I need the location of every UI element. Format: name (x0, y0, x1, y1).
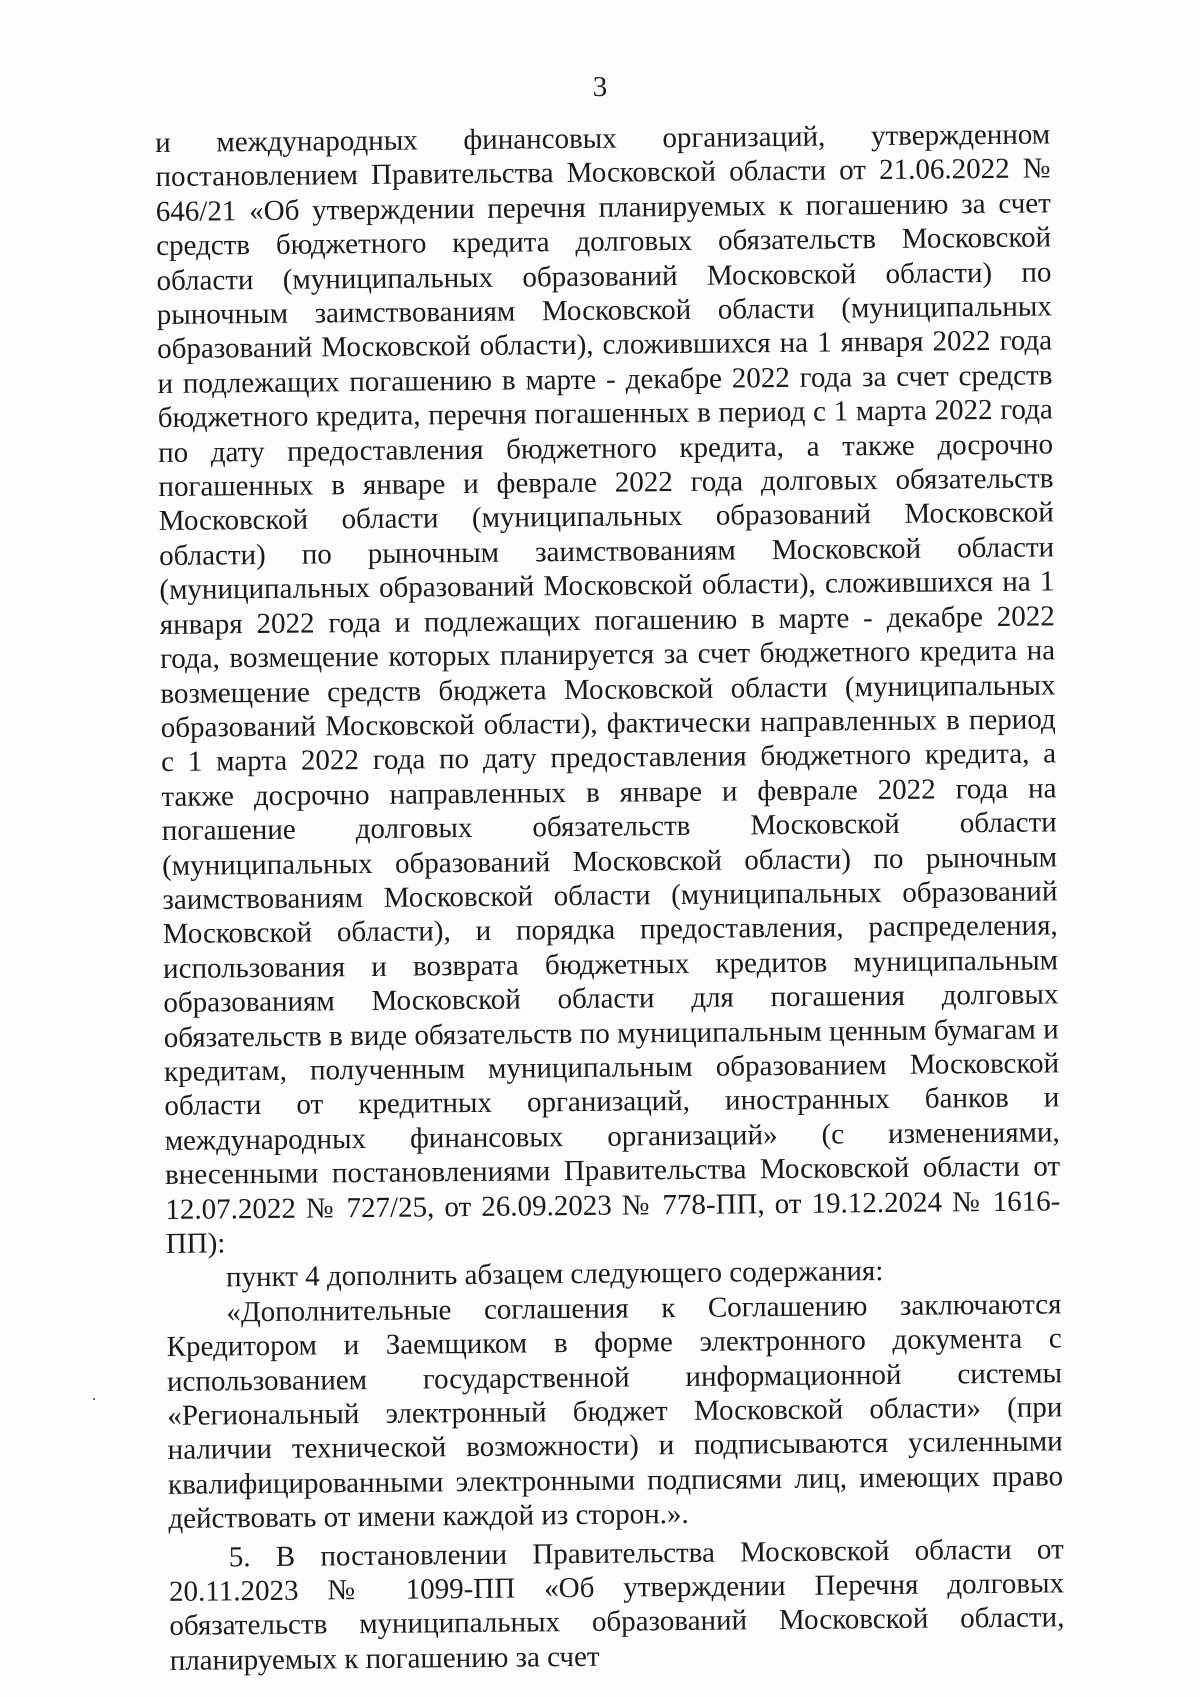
page-number: 3 (592, 71, 608, 103)
paragraph-quoted-addition: «Дополнительные соглашения к Соглашению заключаются Кредитором и Заемщиком в форме электронного документа с использованием государственной информационной системы «Региональный электронный бюджет Московской области» (при наличии технической возможности) и подписываются усиленными квалифицированными электронными подписями лиц, имеющих право действовать от имени каждой из сторон.». (166, 1288, 1064, 1536)
paragraph-amendment-instruction: пункт 4 дополнить абзацем следующего содержания: (225, 1255, 884, 1294)
document-body (155, 117, 1065, 1678)
paragraph-item-5: 5. В постановлении Правительства Московской области от 20.11.2023 № 1099-ПП «Об утверждении Перечня долговых обязательств муниципальных образований Московской области, планируемых к погашению за счет (168, 1532, 1065, 1677)
scan-speck (93, 1398, 95, 1400)
paragraph-continuation: и международных финансовых организаций, утвержденном постановлением Правительства Московской области от 21.06.2022 № 646/21 «Об утверждении перечня планируемых к погашению за счет средств бюджетного кредита долговых обязательств Московской области (муниципальных образований Московской области) по рыночным заимствованиям Московской области (муниципальных образований Московской области), сложившихся на 1 января 2022 года и подлежащих погашению в марте - декабре 2022 года за счет средств бюджетного кредита, перечня погашенных в период с 1 марта 2022 года по дату предоставления бюджетного кредита, а также досрочно погашенных в январе и феврале 2022 года долговых обязательств Московской области (муниципальных образований Московской области) по рыночным заимствованиям Московской области (муниципальных образований Московской области), сложившихся на 1 января 2022 года и подлежащих погашению в марте - декабре 2022 года, возмещение которых планируется за счет бюджетного кредита на возмещение средств бюджета Московской области (муниципальных образований Московской области), фактически направленных в период с 1 марта 2022 года по дату предоставления бюджетного кредита, а также досрочно направленных в январе и феврале 2022 года на погашение долговых обязательств Московской области (муниципальных образований Московской области) по рыночным заимствованиям Московской области (муниципальных образований Московской области), и порядка предоставления, распределения, использования и возврата бюджетных кредитов муниципальным образованиям Московской области для погашения долговых обязательств в виде обязательств по муниципальным ценным бумагам и кредитам, полученным муниципальным образованием Московской области от кредитных организаций, иностранных банков и международных финансовых организаций» (с изменениями, внесенными постановлениями Правительства Московской области от 12.07.2022 № 727/25, от 26.09.2023 № 778-ПП, от 19.12.2024 № 1616-ПП): (155, 118, 1061, 1260)
